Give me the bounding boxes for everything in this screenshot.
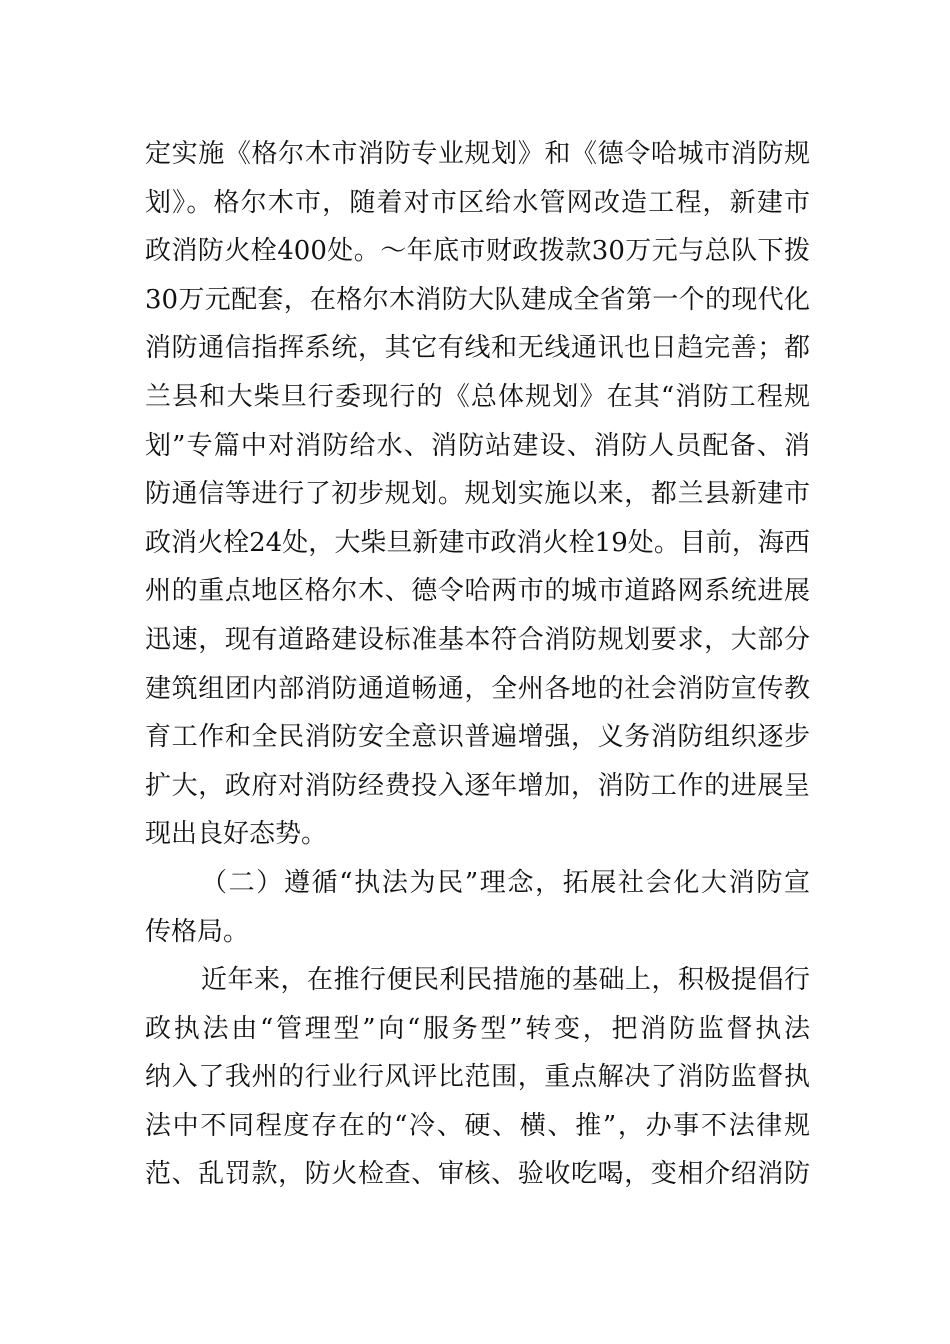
section-heading-end-line: 传格局。 xyxy=(145,916,250,947)
text-line: 划”专篇中对消防给水、消防站建设、消防人员配备、消 xyxy=(145,430,810,461)
text-line: 迅速，现有道路建设标准基本符合消防规划要求，大部分 xyxy=(145,624,810,655)
text-line: 政消防火栓400处。～年底市财政拨款30万元与总队下拨 xyxy=(145,236,810,267)
paragraph-end-line: 现出良好态势。 xyxy=(145,819,328,850)
text-line: 扩大，政府对消防经费投入逐年增加，消防工作的进展呈 xyxy=(145,770,810,801)
text-line: 纳入了我州的行业行风评比范围，重点解决了消防监督执 xyxy=(145,1062,810,1093)
text-line: 州的重点地区格尔木、德令哈两市的城市道路网系统进展 xyxy=(145,576,810,607)
text-line: 政执法由“管理型”向“服务型”转变，把消防监督执法 xyxy=(145,1013,810,1044)
text-line: 建筑组团内部消防通道畅通，全州各地的社会消防宣传教 xyxy=(145,673,810,704)
body-text xyxy=(145,130,810,1199)
text-line: 划》。格尔木市，随着对市区给水管网改造工程，新建市 xyxy=(145,187,810,218)
text-line: 30万元配套，在格尔木消防大队建成全省第一个的现代化 xyxy=(145,284,810,315)
text-line: 育工作和全民消防安全意识普遍增强，义务消防组织逐步 xyxy=(145,722,810,753)
text-line: 范、乱罚款，防火检查、审核、验收吃喝，变相介绍消防 xyxy=(145,1159,810,1190)
text-line: 政消火栓24处，大柴旦新建市政消火栓19处。目前，海西 xyxy=(145,527,810,558)
text-line: 消防通信指挥系统，其它有线和无线通讯也日趋完善；都 xyxy=(145,333,810,364)
text-line: 法中不同程度存在的“冷、硬、横、推”，办事不法律规 xyxy=(145,1110,810,1141)
text-line: 兰县和大柴旦行委现行的《总体规划》在其“消防工程规 xyxy=(145,381,810,412)
text-line: 定实施《格尔木市消防专业规划》和《德令哈城市消防规 xyxy=(145,139,810,169)
section-heading-line: （二）遵循“执法为民”理念，拓展社会化大消防宣 xyxy=(201,867,810,898)
paragraph-start-line: 近年来，在推行便民利民措施的基础上，积极提倡行 xyxy=(201,965,810,996)
text-line: 防通信等进行了初步规划。规划实施以来，都兰县新建市 xyxy=(145,479,810,510)
